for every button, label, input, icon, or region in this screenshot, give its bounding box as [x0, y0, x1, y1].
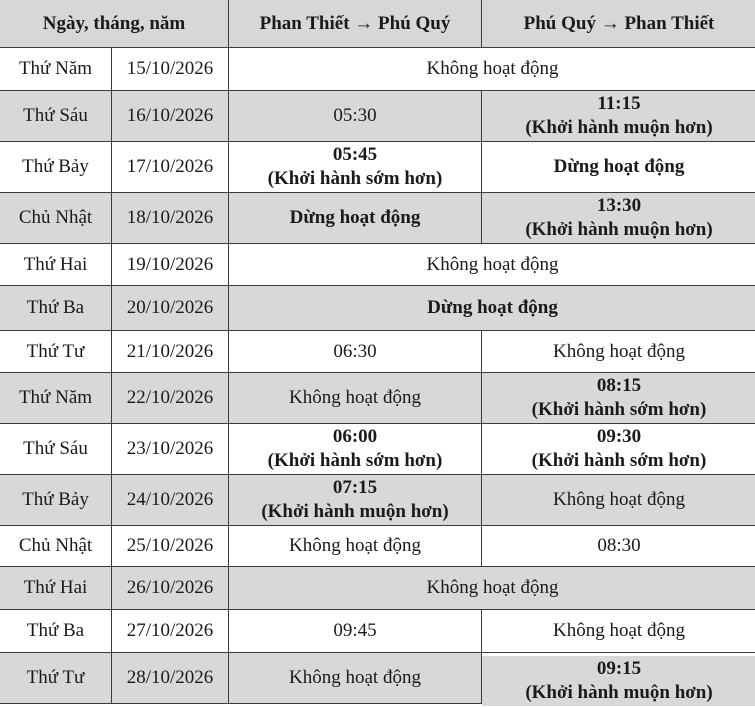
- day-cell: Thứ Sáu: [0, 424, 112, 475]
- inbound-cell: [482, 91, 755, 142]
- table-row: [0, 567, 755, 610]
- departure-time: 06:00: [229, 425, 481, 449]
- date-cell: 16/10/2026: [112, 91, 229, 142]
- departure-note: (Khởi hành sớm hơn): [229, 449, 481, 473]
- outbound-cell: [229, 424, 482, 475]
- departure-time: 11:15: [482, 92, 755, 116]
- table-row: [0, 331, 755, 373]
- day-cell: Thứ Tư: [0, 653, 112, 704]
- date-cell: 17/10/2026: [112, 142, 229, 193]
- date-cell: 18/10/2026: [112, 193, 229, 244]
- date-cell: 21/10/2026: [112, 331, 229, 373]
- table-row: [0, 142, 755, 193]
- date-cell: 19/10/2026: [112, 244, 229, 286]
- departure-note: (Khởi hành sớm hơn): [229, 167, 481, 191]
- departure-time: 07:15: [229, 476, 481, 500]
- outbound-cell: Không hoạt động: [229, 653, 482, 704]
- date-cell: 20/10/2026: [112, 286, 229, 331]
- inbound-cell: 08:30: [482, 526, 755, 567]
- table-row: [0, 244, 755, 286]
- status-cell: Không hoạt động: [229, 48, 755, 91]
- inbound-cell: Không hoạt động: [482, 610, 755, 653]
- day-cell: Thứ Tư: [0, 331, 112, 373]
- inbound-cell: [482, 424, 755, 475]
- table-row: [0, 48, 755, 91]
- departure-note: (Khởi hành muộn hơn): [482, 681, 755, 705]
- table-row: [0, 475, 755, 526]
- departure-time: 05:45: [229, 143, 481, 167]
- header-inbound: Phú Quý → Phan Thiết: [482, 0, 755, 48]
- departure-note: (Khởi hành muộn hơn): [482, 116, 755, 140]
- inbound-cell: [482, 656, 755, 707]
- day-cell: Thứ Hai: [0, 567, 112, 610]
- table-row: [0, 91, 755, 142]
- outbound-cell: Dừng hoạt động: [229, 193, 482, 244]
- date-cell: 27/10/2026: [112, 610, 229, 653]
- date-cell: 15/10/2026: [112, 48, 229, 91]
- inbound-cell: [482, 373, 755, 424]
- table-row: [0, 286, 755, 331]
- outbound-cell: Không hoạt động: [229, 526, 482, 567]
- day-cell: Thứ Sáu: [0, 91, 112, 142]
- departure-note: (Khởi hành muộn hơn): [229, 500, 481, 524]
- outbound-cell: 06:30: [229, 331, 482, 373]
- date-cell: 25/10/2026: [112, 526, 229, 567]
- departure-time: 09:15: [482, 657, 755, 681]
- outbound-cell: [229, 475, 482, 526]
- day-cell: Thứ Ba: [0, 286, 112, 331]
- date-cell: 26/10/2026: [112, 567, 229, 610]
- status-cell: Không hoạt động: [229, 244, 755, 286]
- table-row: [0, 610, 755, 653]
- day-cell: Thứ Bảy: [0, 475, 112, 526]
- date-cell: 22/10/2026: [112, 373, 229, 424]
- departure-time: 08:15: [482, 374, 755, 398]
- table-row: [0, 424, 755, 475]
- day-cell: Thứ Hai: [0, 244, 112, 286]
- departure-note: (Khởi hành muộn hơn): [482, 218, 755, 242]
- day-cell: Chủ Nhật: [0, 193, 112, 244]
- header-date: Ngày, tháng, năm: [0, 0, 229, 48]
- header-row: [0, 0, 755, 48]
- outbound-cell: [229, 142, 482, 193]
- date-cell: 24/10/2026: [112, 475, 229, 526]
- table-row: [0, 653, 755, 704]
- day-cell: Chủ Nhật: [0, 526, 112, 567]
- outbound-cell: Không hoạt động: [229, 373, 482, 424]
- departure-note: (Khởi hành sớm hơn): [482, 449, 755, 473]
- table-row: [0, 193, 755, 244]
- inbound-cell: [482, 193, 755, 244]
- inbound-cell: Dừng hoạt động: [482, 142, 755, 193]
- departure-time: 09:30: [482, 425, 755, 449]
- status-cell: Không hoạt động: [229, 567, 755, 610]
- day-cell: Thứ Năm: [0, 373, 112, 424]
- table-row: [0, 373, 755, 424]
- inbound-cell: Không hoạt động: [482, 331, 755, 373]
- departure-time: 13:30: [482, 194, 755, 218]
- day-cell: Thứ Ba: [0, 610, 112, 653]
- inbound-cell: Không hoạt động: [482, 475, 755, 526]
- departure-note: (Khởi hành sớm hơn): [482, 398, 755, 422]
- status-cell: Dừng hoạt động: [229, 286, 755, 331]
- day-cell: Thứ Năm: [0, 48, 112, 91]
- outbound-cell: 05:30: [229, 91, 482, 142]
- table-row: [0, 526, 755, 567]
- header-outbound: Phan Thiết → Phú Quý: [229, 0, 482, 48]
- day-cell: Thứ Bảy: [0, 142, 112, 193]
- date-cell: 23/10/2026: [112, 424, 229, 475]
- date-cell: 28/10/2026: [112, 653, 229, 704]
- outbound-cell: 09:45: [229, 610, 482, 653]
